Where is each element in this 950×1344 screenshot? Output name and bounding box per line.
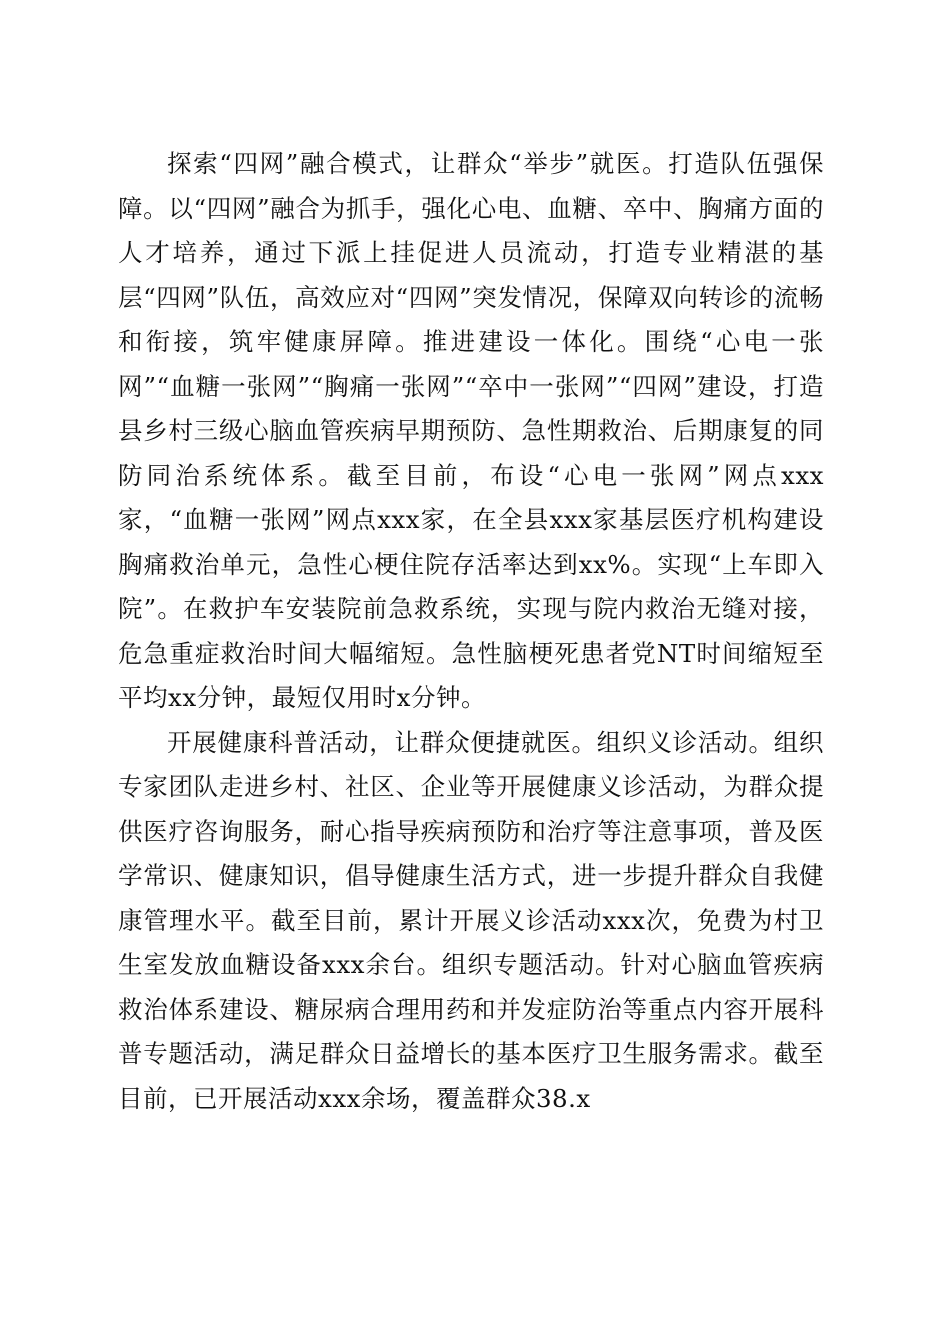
paragraph-health-education: 开展健康科普活动，让群众便捷就医。组织义诊活动。组织专家团队走进乡村、社区、企业等开展健康义诊活动，为群众提供医疗咨询服务，耐心指导疾病预防和治疗等注意事项，普及医学常识、健康知识，倡导健康生活方式，进一步提升群众自我健康管理水平。截至目前，累计开展义诊活动xxx次，免费为村卫生室发放血糖设备xxx余台。组织专题活动。针对心脑血管疾病救治体系建设、糖尿病合理用药和并发症防治等重点内容开展科普专题活动，满足群众日益增长的基本医疗卫生服务需求。截至目前，已开展活动xxx余场，覆盖群众38.x	[118, 727, 824, 1113]
paragraph-four-networks: 探索“四网”融合模式，让群众“举步”就医。打造队伍强保障。以“四网”融合为抓手，强化心电、血糖、卒中、胸痛方面的人才培养，通过下派上挂促进人员流动，打造专业精湛的基层“四网”队伍，高效应对“四网”突发情况，保障双向转诊的流畅和衔接，筑牢健康屏障。推进建设一体化。围绕“心电一张网”“血糖一张网”“胸痛一张网”“卒中一张网”“四网”建设，打造县乡村三级心脑血管疾病早期预防、急性期救治、后期康复的同防同治系统体系。截至目前，布设“心电一张网”网点xxx家，“血糖一张网”网点xxx家，在全县xxx家基层医疗机构建设胸痛救治单元，急性心梗住院存活率达到xx%。实现“上车即入院”。在救护车安装院前急救系统，实现与院内救治无缝对接，危急重症救治时间大幅缩短。急性脑梗死患者党NT时间缩短至平均xx分钟，最短仅用时x分钟。	[118, 149, 824, 712]
body-text	[118, 142, 824, 1121]
